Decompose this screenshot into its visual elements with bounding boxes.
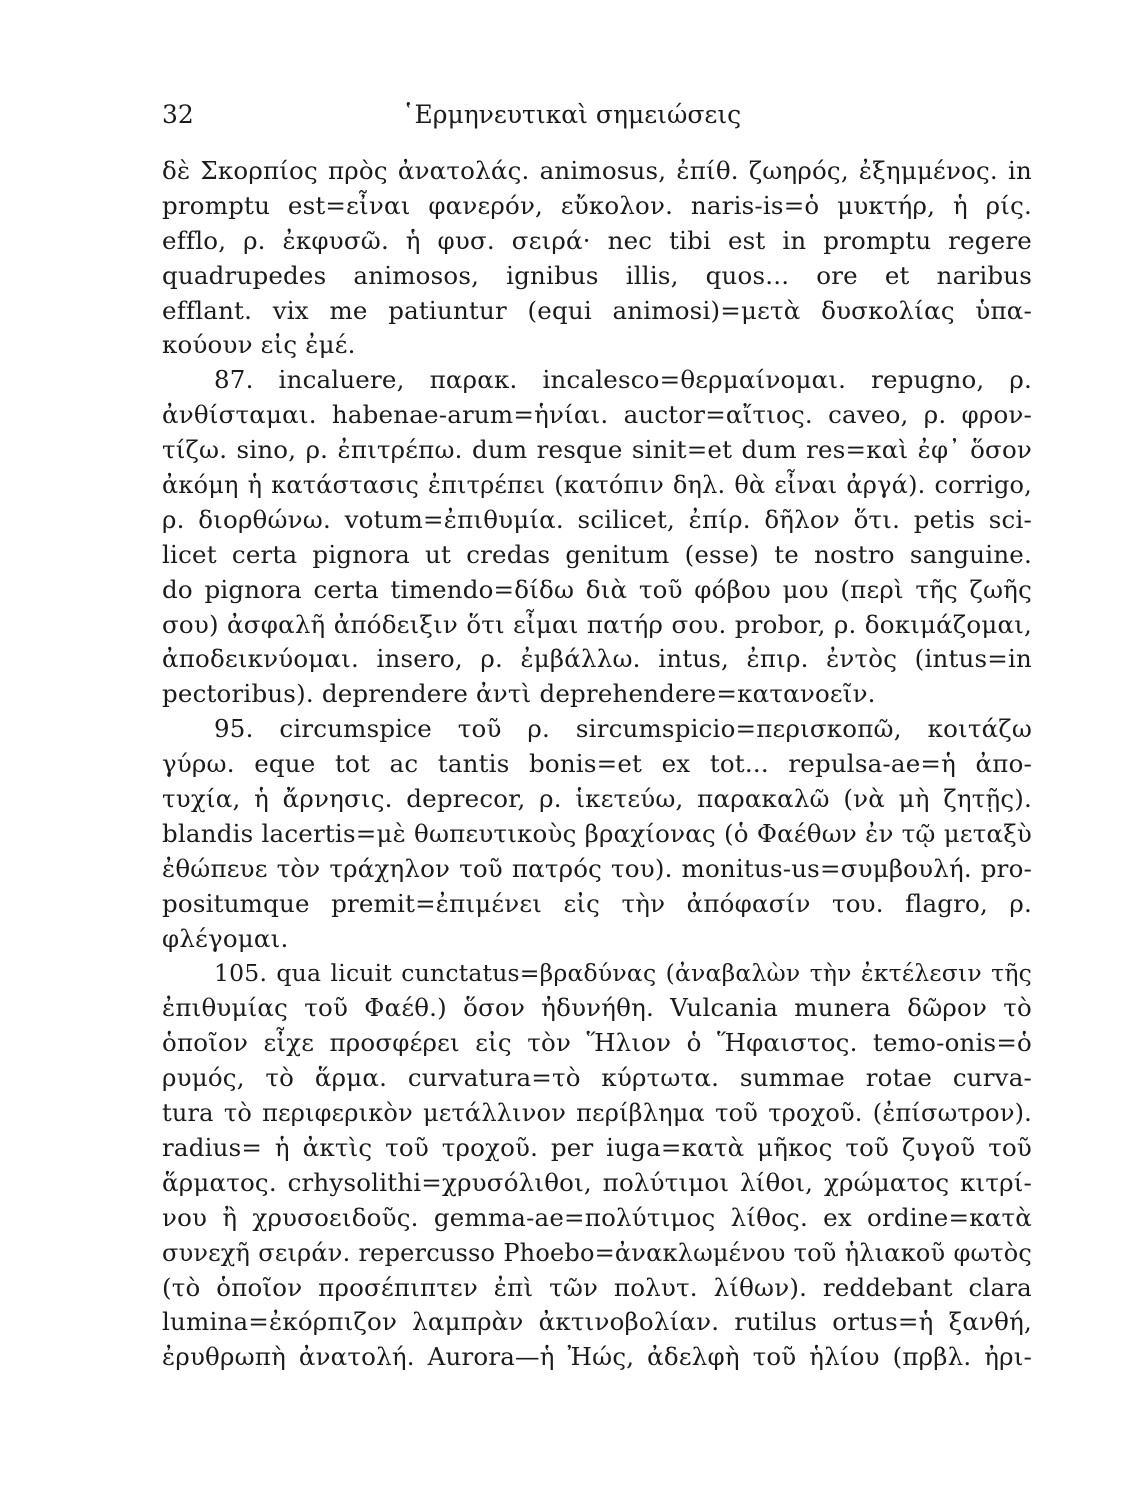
text-line: do pignora certa timendo=δίδω διὰ τοῦ φόβου μου (περὶ τῆς ζωῆς [162,574,1032,604]
text-line: ρυμός, τὸ ἅρμα. curvatura=τὸ κύρτωτα. summae rotae curva- [162,1063,1032,1093]
text-line: ἅρματος. crhysolithi=χρυσόλιθοι, πολύτιμοι λίθοι, χρώματος κιτρί- [162,1167,1032,1197]
text-line: positumque premit=ἐπιμένει εἰς τὴν ἀπόφασίν του. flagro, ρ. [162,888,1032,918]
text-line: φλέγομαι. [162,923,289,953]
running-head [162,100,1032,140]
text-line: efflant. vix me patiuntur (equi animosi)=μετὰ δυσκολίας ὑπα- [162,295,1032,325]
text-line: blandis lacertis=μὲ θωπευτικοὺς βραχίονας (ὁ Φαέθων ἐν τῷ μεταξὺ [162,818,1032,848]
running-title: ῾Ερμηνευτικαὶ σημειώσεις [402,100,742,129]
text-line: tura τὸ περιφερικὸν μετάλλινον περίβλημα τοῦ τροχοῦ. (ἐπίσωτρον). [162,1099,1032,1128]
text-line: ἐθώπευε τὸν τράχηλον τοῦ πατρός του). monitus-us=συμβουλή. pro- [162,853,1032,883]
text-line: 95. circumspice τοῦ ρ. sircumspicio=περισκοπῶ, κοιτάζω [214,714,1032,744]
text-line: pectoribus). deprendere ἀντὶ deprehendere=κατανοεῖν. [162,679,876,709]
text-line: γύρω. eque tot ac tantis bonis=et ex tot... repulsa-ae=ἡ ἀπο- [162,749,1032,779]
text-line: ἐπιθυμίας τοῦ Φαέθ.) ὅσον ἠδυνήθη. Vulcania munera δῶρον τὸ [162,993,1032,1023]
text-line: τίζω. sino, ρ. ἐπιτρέπω. dum resque sinit=et dum res=καὶ ἐφ᾽ ὅσον [162,435,1032,465]
text-line: quadrupedes animosos, ignibus illis, quos... ore et naribus [162,260,1032,290]
body-text [162,154,1032,1375]
text-line: (τὸ ὁποῖον προσέπιπτεν ἐπὶ τῶν πολυτ. λίθων). reddebant clara [162,1272,1032,1302]
text-line: σου) ἀσφαλῆ ἀπόδειξιν ὅτι εἶμαι πατήρ σου. probor, ρ. δοκιμάζομαι, [162,609,1032,639]
text-line: ἐρυθρωπὴ ἀνατολή. Aurora—ἡ Ἠώς, ἀδελφὴ τοῦ ἡλίου (πρβλ. ἠρι- [162,1342,1032,1372]
text-line: efflo, ρ. ἐκφυσῶ. ἡ φυσ. σειρά· nec tibi est in promptu regere [162,225,1032,255]
text-line: licet certa pignora ut credas genitum (esse) te nostro sanguine. [162,539,1032,569]
text-line: ὁποῖον εἶχε προσφέρει εἰς τὸν Ἥλιον ὁ Ἥφαιστος. temo-onis=ὁ [162,1028,1032,1058]
text-line: νου ἢ χρυσοειδοῦς. gemma-ae=πολύτιμος λίθος. ex ordine=κατὰ [162,1202,1032,1232]
text-line: 105. qua licuit cunctatus=βραδύνας (ἀναβαλὼν τὴν ἐκτέλεσιν τῆς [214,959,1032,988]
text-line: lumina=ἐκόρπιζον λαμπρὰν ἀκτινοβολίαν. rutilus ortus=ἡ ξανθή, [162,1307,1032,1337]
book-page [162,100,1032,1375]
text-line: τυχία, ἡ ἄρνησις. deprecor, ρ. ἱκετεύω, παρακαλῶ (νὰ μὴ ζητῇς). [162,784,1032,814]
text-line: δὲ Σκορπίος πρὸς ἀνατολάς. animosus, ἐπίθ. ζωηρός, ἐξημμένος. in [162,156,1032,185]
text-line: συνεχῆ σειράν. repercusso Phoebo=ἀνακλωμένου τοῦ ἡλιακοῦ φωτὸς [162,1238,1032,1267]
text-line: ρ. διορθώνω. votum=ἐπιθυμία. scilicet, ἐπίρ. δῆλον ὅτι. petis sci- [162,504,1032,534]
text-line: ἀνθίσταμαι. habenae-arum=ἡνίαι. auctor=αἴτιος. caveo, ρ. φρον- [162,400,1032,430]
text-line: 87. incaluere, παρακ. incalesco=θερμαίνομαι. repugno, ρ. [214,365,1032,395]
text-line: promptu est=εἶναι φανερόν, εὔκολον. naris-is=ὁ μυκτήρ, ἡ ρίς. [162,190,1032,220]
page-number: 32 [162,100,194,129]
text-line: ἀκόμη ἡ κατάστασις ἐπιτρέπει (κατόπιν δηλ. θὰ εἶναι ἀργά). corrigo, [162,471,1032,500]
text-line: ἀποδεικνύομαι. insero, ρ. ἐμβάλλω. intus, ἐπιρ. ἐντὸς (intus=in [162,644,1032,674]
text-line: radius= ἡ ἀκτὶς τοῦ τροχοῦ. per iuga=κατὰ μῆκος τοῦ ζυγοῦ τοῦ [162,1132,1032,1162]
text-line: κούουν εἰς ἐμέ. [162,330,356,360]
